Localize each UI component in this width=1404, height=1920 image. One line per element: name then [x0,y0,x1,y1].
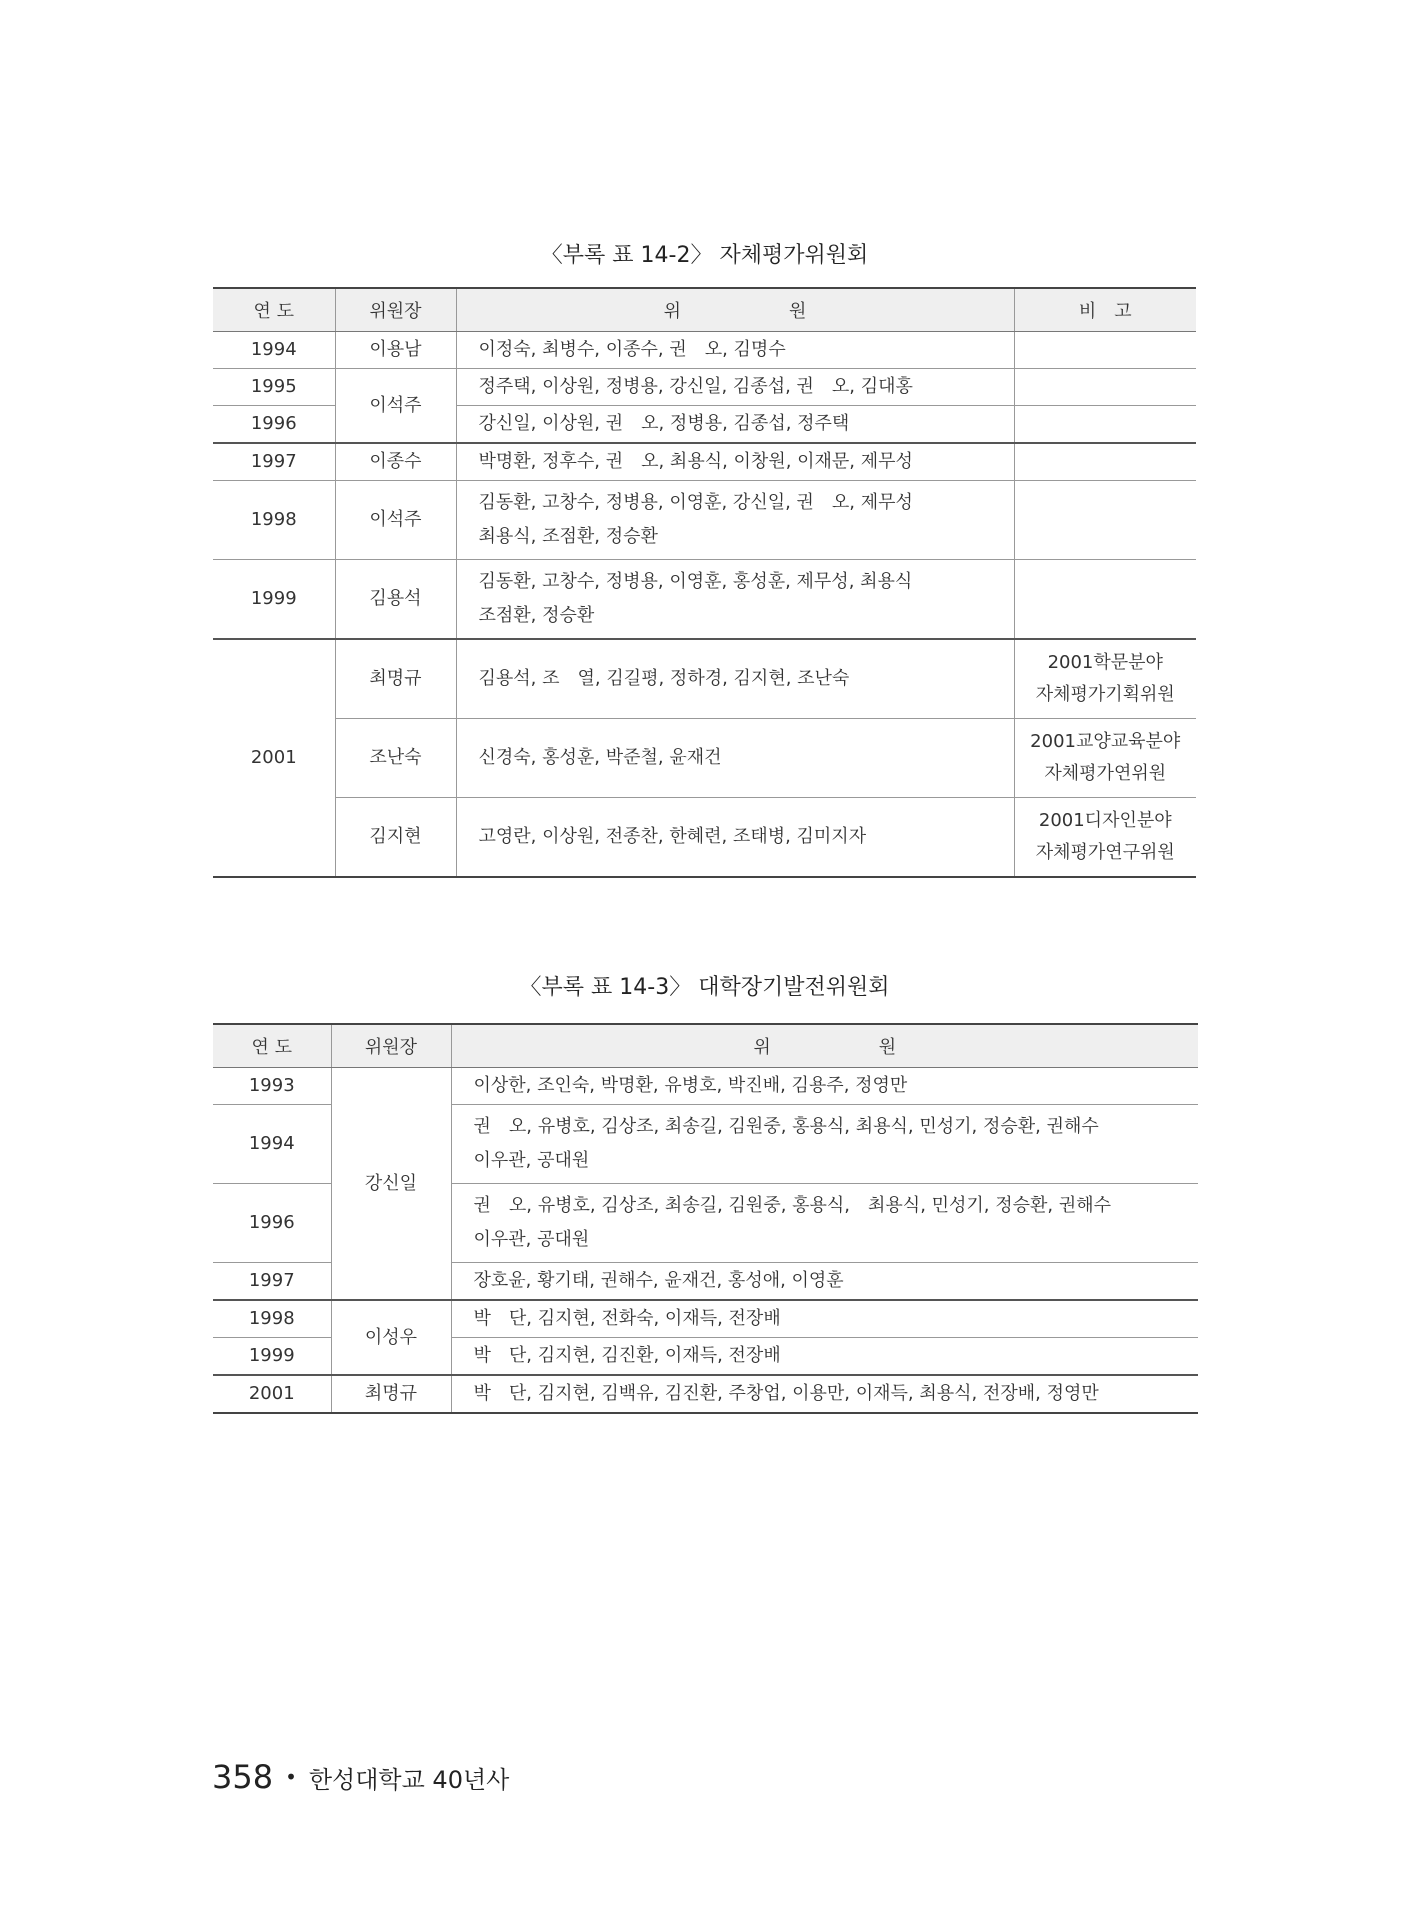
note-line: 자체평가연구위원 [1035,842,1175,863]
year-cell: 1998 [213,481,335,560]
table-row [213,443,1196,481]
note-cell [1014,639,1196,719]
note-line: 자체평가연위원 [1044,763,1167,784]
page-number: 358 [212,1758,274,1796]
note-cell [1014,719,1196,798]
year-cell: 1996 [213,1184,331,1263]
note-line: 자체평가기획위원 [1035,684,1175,705]
members-cell: 박 단, 김지현, 김백유, 김진환, 주창업, 이용만, 이재득, 최용식, 전장배, 정영만 [451,1375,1198,1413]
footer-separator: • [285,1765,297,1789]
members-line: 김동환, 고창수, 정병용, 이영훈, 홍성훈, 제무성, 최용식 [478,571,913,592]
table-header-row [213,288,1196,332]
table-header-row [213,1024,1198,1068]
note-cell [1014,481,1196,560]
chair-cell: 이석주 [335,481,456,560]
chair-cell: 최명규 [331,1375,451,1413]
members-line: 권 오, 유병호, 김상조, 최송길, 김원중, 홍용식, 최용식, 민성기, 정승환, 권해수 [473,1195,1112,1216]
chair-cell: 최명규 [335,639,456,719]
year-cell: 1997 [213,1263,331,1301]
note-cell [1014,798,1196,878]
long-term-development-committee-table [213,1023,1198,1414]
year-cell: 1998 [213,1300,331,1338]
members-cell: 이정숙, 최병수, 이종수, 권 오, 김명수 [456,332,1014,369]
members-cell: 고영란, 이상원, 전종찬, 한혜련, 조태병, 김미지자 [456,798,1014,878]
table-row [213,1375,1198,1413]
members-line: 최용식, 조점환, 정승환 [478,526,658,547]
members-line: 이우관, 공대원 [473,1150,590,1171]
chair-cell: 김용석 [335,560,456,640]
table1-caption: 〈부록 표 14-2〉 자체평가위원회 [540,243,869,268]
chair-cell: 강신일 [331,1068,451,1301]
note-cell [1014,332,1196,369]
members-cell: 박명환, 정후수, 권 오, 최용식, 이창원, 이재문, 제무성 [456,443,1014,481]
chair-cell: 조난숙 [335,719,456,798]
members-cell: 장호윤, 황기태, 권해수, 윤재건, 홍성애, 이영훈 [451,1263,1198,1301]
year-cell: 1999 [213,560,335,640]
year-cell: 1996 [213,406,335,444]
members-cell [456,481,1014,560]
header-year: 연 도 [213,288,335,332]
chair-cell: 김지현 [335,798,456,878]
year-cell: 1994 [213,332,335,369]
note-line: 2001교양교육분야 [1030,731,1181,752]
table-row [213,639,1196,719]
note-cell [1014,406,1196,444]
header-members: 위 원 [456,288,1014,332]
year-cell: 1994 [213,1105,331,1184]
members-line: 김동환, 고창수, 정병용, 이영훈, 강신일, 권 오, 제무성 [478,492,913,513]
year-cell: 1997 [213,443,335,481]
members-cell: 김용석, 조 열, 김길평, 정하경, 김지현, 조난숙 [456,639,1014,719]
members-cell [451,1184,1198,1263]
header-chair: 위원장 [335,288,456,332]
header-note: 비 고 [1014,288,1196,332]
year-cell: 2001 [213,639,335,877]
note-line: 2001디자인분야 [1038,810,1172,831]
header-members: 위 원 [451,1024,1198,1068]
members-cell: 강신일, 이상원, 권 오, 정병용, 김종섭, 정주택 [456,406,1014,444]
table-row [213,481,1196,560]
table-row [213,369,1196,406]
book-title: 한성대학교 40년사 [308,1766,510,1794]
note-cell [1014,443,1196,481]
table-row [213,560,1196,640]
year-cell: 1995 [213,369,335,406]
chair-cell: 이성우 [331,1300,451,1375]
members-cell: 박 단, 김지현, 김진환, 이재득, 전장배 [451,1338,1198,1376]
members-cell: 이상한, 조인숙, 박명환, 유병호, 박진배, 김용주, 정영만 [451,1068,1198,1105]
header-chair: 위원장 [331,1024,451,1068]
members-cell: 신경숙, 홍성훈, 박준철, 윤재건 [456,719,1014,798]
table-row [213,332,1196,369]
members-line: 조점환, 정승환 [478,605,595,626]
members-line: 권 오, 유병호, 김상조, 최송길, 김원중, 홍용식, 최용식, 민성기, 정승환, 권해수 [473,1116,1099,1137]
self-evaluation-committee-table [213,287,1196,878]
table-row [213,1300,1198,1338]
members-cell [451,1105,1198,1184]
header-year: 연 도 [213,1024,331,1068]
table2-caption: 〈부록 표 14-3〉 대학장기발전위원회 [519,975,890,1000]
chair-cell: 이종수 [335,443,456,481]
members-cell: 정주택, 이상원, 정병용, 강신일, 김종섭, 권 오, 김대홍 [456,369,1014,406]
note-cell [1014,560,1196,640]
year-cell: 2001 [213,1375,331,1413]
members-cell: 박 단, 김지현, 전화숙, 이재득, 전장배 [451,1300,1198,1338]
year-cell: 1993 [213,1068,331,1105]
note-cell [1014,369,1196,406]
members-line: 이우관, 공대원 [473,1229,590,1250]
chair-cell: 이석주 [335,369,456,444]
members-cell [456,560,1014,640]
page-footer [212,1758,509,1796]
chair-cell: 이용남 [335,332,456,369]
year-cell: 1999 [213,1338,331,1376]
table-row [213,798,1196,878]
table-row [213,1068,1198,1105]
note-line: 2001학문분야 [1047,652,1163,673]
table-row [213,719,1196,798]
